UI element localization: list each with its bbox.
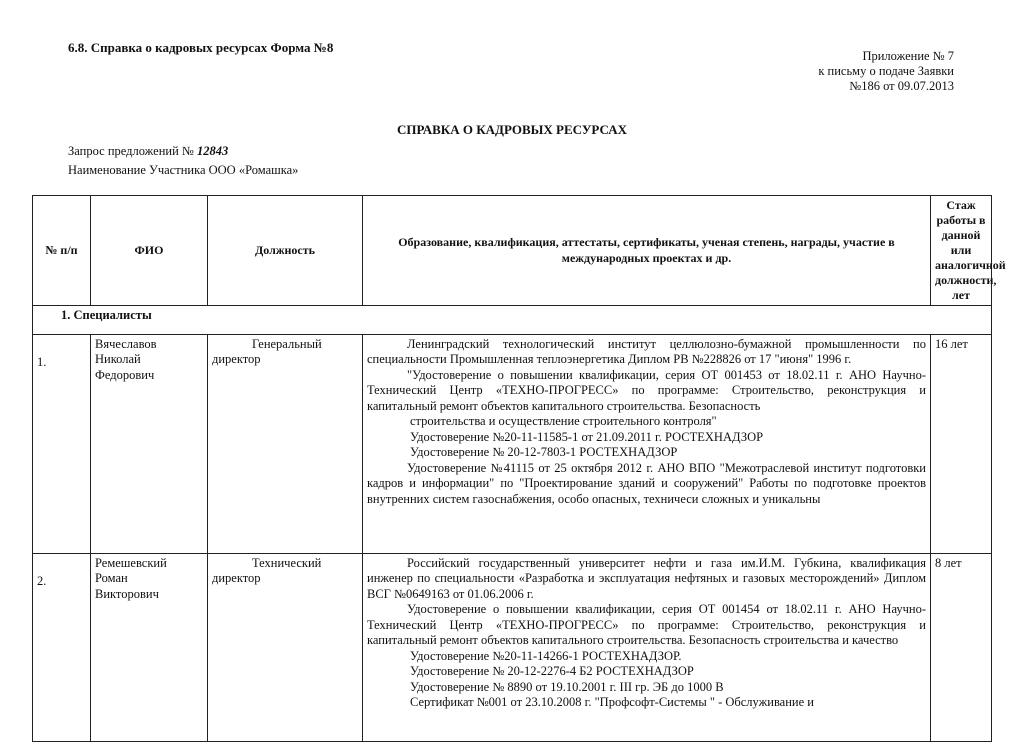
education-entry: Удостоверение №20-11-11585-1 от 21.09.2011 г. РОСТЕХНАДЗОР (410, 429, 764, 444)
education-entry: Удостоверение № 20-12-2276-4 Б2 РОСТЕХНАДЗОР (410, 664, 694, 678)
fio-line: Ремешевский (95, 555, 167, 570)
position-line: директор (212, 352, 261, 366)
appendix-line: к письму о подаче Заявки (818, 64, 954, 78)
request-label: Запрос предложений № (68, 144, 197, 158)
position-line: директор (212, 571, 261, 585)
appendix-line: №186 от 09.07.2013 (849, 79, 954, 93)
header-num: № п/п (33, 196, 91, 306)
row-education (363, 553, 931, 741)
position-line: Генеральный (252, 336, 322, 351)
section-label: 1. Специалисты (33, 306, 992, 335)
document-title: СПРАВКА О КАДРОВЫХ РЕСУРСАХ (396, 122, 628, 137)
education-entry: Ленинградский технологический институт целлюлозно-бумажной промышленности по специальности Промышленная теплоэнергетика Диплом РВ №228826 от 17 "июня" 1996 г. (367, 336, 926, 366)
table-header-row (33, 196, 992, 306)
row-num: 2. (33, 553, 91, 741)
row-position (208, 334, 363, 553)
education-entry: Удостоверение № 20-12-7803-1 РОСТЕХНАДЗОР (410, 445, 678, 459)
table-row (33, 334, 992, 553)
row-fio (91, 553, 208, 741)
fio-line: Федорович (95, 367, 155, 382)
education-entry: Российский государственный университет нефти и газа им.И.М. Губкина, квалификация инженер по специальности «Разработка и эксплуатация нефтяных и газовых месторождений» Диплом ВСГ №0649163 от 01.06.2006 г. (367, 555, 926, 601)
section-title: 6.8. Справка о кадровых ресурсах Форма №8 (68, 40, 334, 55)
row-position (208, 553, 363, 741)
row-fio (91, 334, 208, 553)
education-entry: Удостоверение №41115 от 25 октября 2012 г. АНО ВПО "Межотраслевой институт подготовки кадров и информации" по "Проектирование зданий и сооружений" Работы по подготовке проектов внутренних систем газоснабжения, особо опасных, техничеси сложных и уникальны (367, 460, 926, 506)
row-experience: 8 лет (931, 553, 992, 741)
appendix-line: Приложение № 7 (862, 49, 954, 63)
header-fio: ФИО (91, 196, 208, 306)
education-entry: Удостоверение №20-11-14266-1 РОСТЕХНАДЗОР. (410, 648, 682, 663)
education-entry: Удостоверение о повышении квалификации, серия ОТ 001454 от 18.02.11 г. АНО Научно-Технический Центр «ТЕХНО-ПРОГРЕСС» по программе: Строительство, реконструкция и капитальный ремонт объектов капитального строительства. Безопасность строительства и качество (367, 602, 926, 647)
participant-line: Наименование Участника ООО «Ромашка» (68, 163, 299, 177)
fio-line: Роман (95, 571, 128, 585)
request-number: 12843 (196, 144, 229, 158)
appendix-block (818, 49, 954, 94)
row-education (363, 334, 931, 553)
staff-table (32, 195, 1006, 742)
request-line (68, 144, 228, 159)
table-row (33, 553, 992, 741)
fio-line: Вячеславов (95, 336, 157, 351)
row-num: 1. (33, 334, 91, 553)
education-entry: "Удостоверение о повышении квалификации, серия ОТ 001453 от 18.02.11 г. АНО Научно-Технический Центр «ТЕХНО-ПРОГРЕСС» по программе: Строительство, реконструкция и капитальный ремонт объектов капитального строительства. Безопасность (367, 367, 926, 413)
education-entry: Удостоверение № 8890 от 19.10.2001 г. III гр. ЭБ до 1000 В (410, 679, 724, 694)
education-entry: Сертификат №001 от 23.10.2008 г. "Профсофт-Системы " - Обслуживание и (410, 695, 814, 709)
row-experience: 16 лет (931, 334, 992, 553)
fio-line: Николай (95, 352, 141, 366)
fio-line: Викторович (95, 586, 159, 601)
education-entry: строительства и осуществление строительного контроля" (410, 414, 717, 428)
section-row (33, 306, 992, 335)
position-line: Технический (252, 555, 322, 570)
header-education: Образование, квалификация, аттестаты, сертификаты, ученая степень, награды, участие в международных проектах и др. (363, 196, 931, 306)
header-position: Должность (208, 196, 363, 306)
header-experience: Стаж работы в данной или аналогичной должности, лет (931, 196, 992, 306)
